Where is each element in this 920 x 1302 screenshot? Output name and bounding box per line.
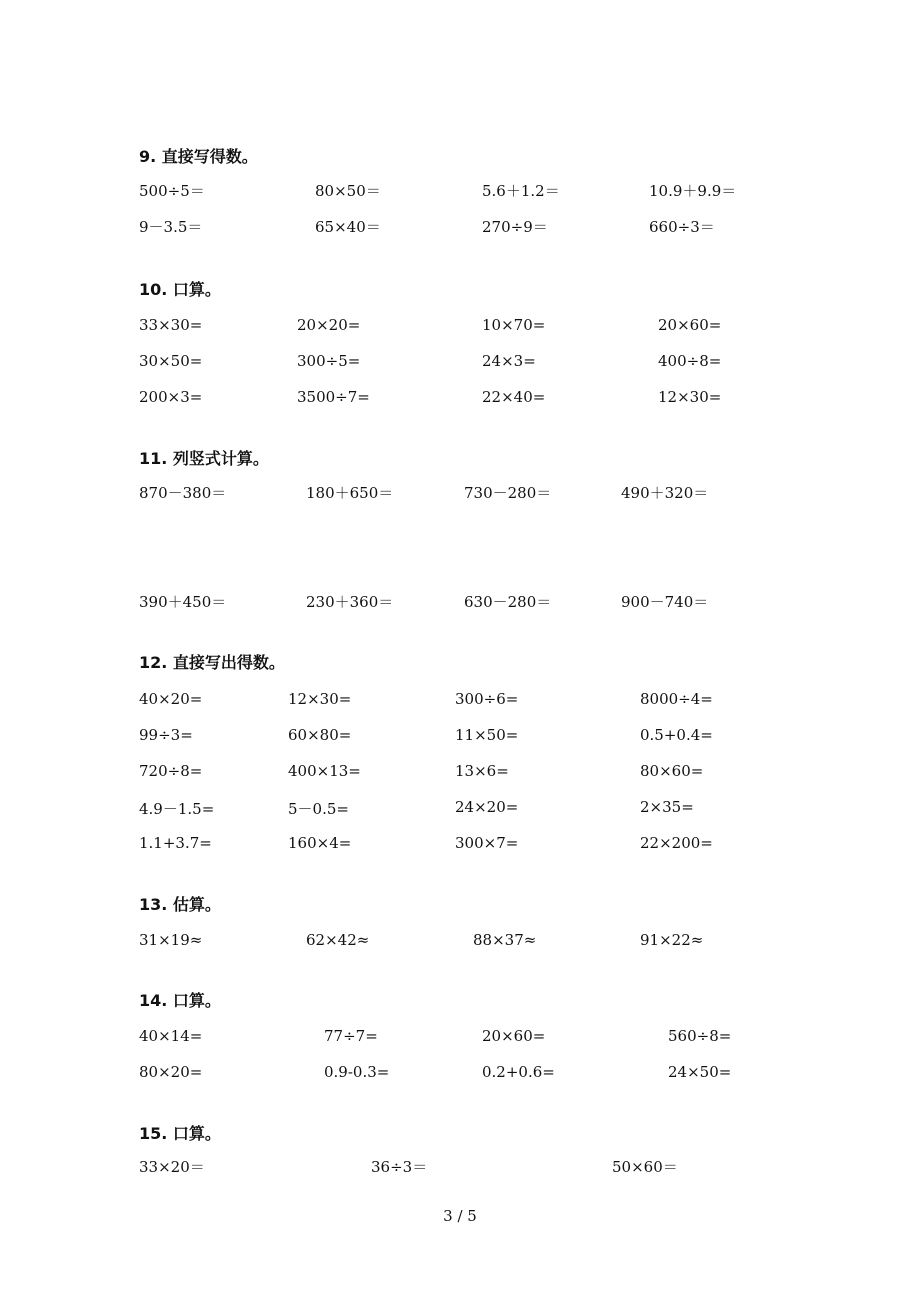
section-12-title: 12. 直接写出得数。 bbox=[139, 653, 285, 672]
problem: 13×6= bbox=[455, 762, 509, 780]
problem: 99÷3= bbox=[139, 726, 193, 744]
problem: 5－0.5= bbox=[288, 800, 349, 818]
problem: 20×60= bbox=[482, 1027, 546, 1045]
problem: 630－280＝ bbox=[464, 593, 552, 611]
problem: 65×40＝ bbox=[315, 218, 381, 236]
section-13-title: 13. 估算。 bbox=[139, 895, 221, 914]
problem: 400×13= bbox=[288, 762, 361, 780]
problem: 20×20= bbox=[297, 316, 361, 334]
problem: 80×60= bbox=[640, 762, 704, 780]
section-11-title: 11. 列竖式计算。 bbox=[139, 449, 269, 468]
problem: 720÷8= bbox=[139, 762, 203, 780]
problem: 0.2+0.6= bbox=[482, 1063, 555, 1081]
problem: 660÷3＝ bbox=[649, 218, 715, 236]
problem: 180＋650＝ bbox=[306, 484, 394, 502]
problem: 230＋360＝ bbox=[306, 593, 394, 611]
problem: 12×30= bbox=[288, 690, 352, 708]
problem: 88×37≈ bbox=[473, 931, 537, 949]
problem: 36÷3＝ bbox=[371, 1158, 428, 1176]
problem: 10.9＋9.9＝ bbox=[649, 182, 737, 200]
problem: 870－380＝ bbox=[139, 484, 227, 502]
problem: 160×4= bbox=[288, 834, 352, 852]
problem: 24×20= bbox=[455, 798, 519, 816]
problem: 5.6＋1.2＝ bbox=[482, 182, 560, 200]
problem: 900－740＝ bbox=[621, 593, 709, 611]
problem: 400÷8= bbox=[658, 352, 722, 370]
problem: 300÷5= bbox=[297, 352, 361, 370]
section-10-title: 10. 口算。 bbox=[139, 280, 221, 299]
section-9-title: 9. 直接写得数。 bbox=[139, 147, 258, 166]
problem: 30×50= bbox=[139, 352, 203, 370]
problem: 80×20= bbox=[139, 1063, 203, 1081]
problem: 22×40= bbox=[482, 388, 546, 406]
problem: 490＋320＝ bbox=[621, 484, 709, 502]
problem: 200×3= bbox=[139, 388, 203, 406]
problem: 20×60= bbox=[658, 316, 722, 334]
problem: 560÷8= bbox=[668, 1027, 732, 1045]
problem: 10×70= bbox=[482, 316, 546, 334]
problem: 0.5+0.4= bbox=[640, 726, 713, 744]
problem: 33×30= bbox=[139, 316, 203, 334]
problem: 24×3= bbox=[482, 352, 536, 370]
problem: 50×60＝ bbox=[612, 1158, 678, 1176]
problem: 77÷7= bbox=[324, 1027, 378, 1045]
problem: 4.9－1.5= bbox=[139, 800, 215, 818]
page-number: 3 / 5 bbox=[443, 1207, 477, 1225]
problem: 60×80= bbox=[288, 726, 352, 744]
problem: 390＋450＝ bbox=[139, 593, 227, 611]
problem: 270÷9＝ bbox=[482, 218, 548, 236]
problem: 2×35= bbox=[640, 798, 694, 816]
problem: 300÷6= bbox=[455, 690, 519, 708]
problem: 12×30= bbox=[658, 388, 722, 406]
problem: 24×50= bbox=[668, 1063, 732, 1081]
problem: 8000÷4= bbox=[640, 690, 713, 708]
problem: 1.1+3.7= bbox=[139, 834, 212, 852]
problem: 3500÷7= bbox=[297, 388, 370, 406]
section-14-title: 14. 口算。 bbox=[139, 991, 221, 1010]
problem: 300×7= bbox=[455, 834, 519, 852]
problem: 22×200= bbox=[640, 834, 713, 852]
problem: 9－3.5＝ bbox=[139, 218, 203, 236]
section-15-title: 15. 口算。 bbox=[139, 1124, 221, 1143]
problem: 11×50= bbox=[455, 726, 519, 744]
problem: 500÷5＝ bbox=[139, 182, 205, 200]
problem: 40×14= bbox=[139, 1027, 203, 1045]
problem: 33×20＝ bbox=[139, 1158, 205, 1176]
problem: 62×42≈ bbox=[306, 931, 370, 949]
problem: 40×20= bbox=[139, 690, 203, 708]
problem: 80×50＝ bbox=[315, 182, 381, 200]
problem: 91×22≈ bbox=[640, 931, 704, 949]
problem: 730－280＝ bbox=[464, 484, 552, 502]
problem: 0.9-0.3= bbox=[324, 1063, 390, 1081]
problem: 31×19≈ bbox=[139, 931, 203, 949]
